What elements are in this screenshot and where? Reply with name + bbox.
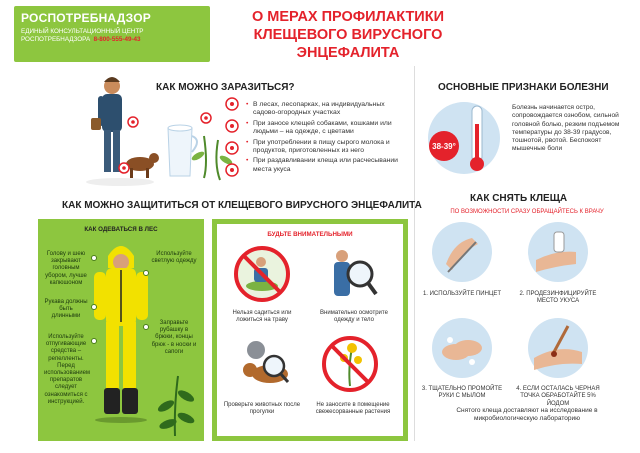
marker-dot [91, 338, 97, 344]
logo-title: РОСПОТРЕБНАДЗОР [21, 11, 151, 25]
infection-heading: КАК МОЖНО ЗАРАЗИТЬСЯ? [156, 82, 295, 93]
marker-dot [91, 304, 97, 310]
attention-caption-grass: Нельзя садиться или ложиться на траву [232, 310, 292, 324]
inspect-clothing-icon [320, 244, 380, 304]
disinfect-step-icon [528, 222, 588, 284]
page-title-line1: О МЕРАХ ПРОФИЛАКТИКИ [251, 9, 444, 25]
no-sitting-on-grass-icon [232, 244, 292, 304]
infection-item: • При употреблении в пищу сырого молока и продуктов, приготовленных из него [246, 139, 406, 156]
removal-step-2: 2. ПРОДЕЗИНФИЦИРУЙТЕ МЕСТО УКУСА [519, 291, 597, 305]
marker-dot [143, 270, 149, 276]
no-fresh-plants-icon [320, 334, 380, 394]
plant-decoration [150, 366, 200, 436]
temperature-label: 38-39° [432, 142, 456, 151]
rospotrebnadzor-logo [14, 6, 210, 62]
removal-step-4: 4. ЕСЛИ ОСТАЛАСЬ ЧЕРНАЯ ТОЧКА ОБРАБОТАЙТЕ 5% ЙОДОМ [516, 386, 600, 407]
attention-caption-pets: Проверьте животных после прогулки [223, 402, 301, 416]
check-pets-icon [234, 334, 294, 394]
page-title [228, 8, 468, 62]
removal-step-3: 3. ТЩАТЕЛЬНО ПРОМОЙТЕ РУКИ С МЫЛОМ [421, 386, 503, 400]
protection-heading: КАК МОЖНО ЗАЩИТИТЬСЯ ОТ КЛЕЩЕВОГО ВИРУСНОГО ЭНЦЕФАЛИТА [62, 200, 422, 211]
symptoms-heading: ОСНОВНЫЕ ПРИЗНАКИ БОЛЕЗНИ [438, 82, 609, 93]
column-divider [414, 66, 415, 441]
logo-subtitle [21, 28, 203, 44]
removal-footer-note: Снятого клеща доставляют на исследование в микробиологическую лабораторию [456, 407, 598, 423]
infection-item: • При заносе клещей собаками, кошками или людьми – на одежде, с цветами [246, 120, 406, 137]
thermometer-icon [420, 98, 508, 176]
dress-label-sleeves: Рукава должны быть длинными [44, 299, 88, 320]
infection-item: • В лесах, лесопарках, на индивидуальных садово-огородных участках [246, 101, 406, 118]
infection-list [246, 101, 406, 176]
iodine-step-icon [528, 318, 588, 380]
logo-phone: 8-800-555-49-43 [93, 36, 141, 43]
dress-label-head: Голову и шею закрывают головным убором, лучше капюшоном [45, 251, 87, 286]
dress-label-tuck: Заправьте рубашку в брюки, концы брюк - в носки и сапоги [151, 320, 197, 355]
dress-label-light: Используйте светлую одежду [151, 251, 197, 265]
removal-subtitle: ПО ВОЗМОЖНОСТИ СРАЗУ ОБРАЩАЙТЕСЬ К ВРАЧУ [450, 209, 604, 215]
infection-bullet-icons [222, 96, 242, 186]
symptoms-text: Болезнь начинается остро, сопровождается ознобом, сильной головной болью, резким подъемом температуры до 38-39 градусов, тошнотой, рвотой. Беспокоят мышечные боли [512, 104, 620, 153]
removal-step-1: 1. ИСПОЛЬЗУЙТЕ ПИНЦЕТ [422, 291, 502, 297]
protective-suit-figure [86, 238, 156, 438]
infection-item: • При раздавливании клеща или расчесывании места укуса [246, 157, 406, 174]
dress-title: КАК ОДЕВАТЬСЯ В ЛЕС [84, 226, 158, 233]
page-title-line2: КЛЕЩЕВОГО ВИРУСНОГО ЭНЦЕФАЛИТА [253, 27, 443, 61]
attention-title: БУДЬТЕ ВНИМАТЕЛЬНЫМИ [267, 231, 353, 238]
logo-line1: ЕДИНЫЙ КОНСУЛЬТАЦИОННЫЙ ЦЕНТР [21, 28, 144, 35]
tweezers-step-icon [432, 222, 492, 284]
logo-line2: РОСПОТРЕБНАДЗОРА [21, 36, 91, 43]
wash-hands-step-icon [432, 318, 492, 380]
marker-dot [143, 324, 149, 330]
attention-caption-inspect: Внимательно осмотрите одежду и тело [320, 310, 388, 324]
marker-dot [91, 255, 97, 261]
dress-label-repellent: Используйте отпугивающие средства – репелленты. Перед использованием препаратов следует ознакомиться с инструкцией. [44, 334, 91, 405]
man-with-dog-illustration [78, 72, 168, 187]
removal-heading: КАК СНЯТЬ КЛЕЩА [470, 193, 568, 204]
attention-caption-plants: Не заносите в помещение свежесорванные растения [315, 402, 391, 416]
